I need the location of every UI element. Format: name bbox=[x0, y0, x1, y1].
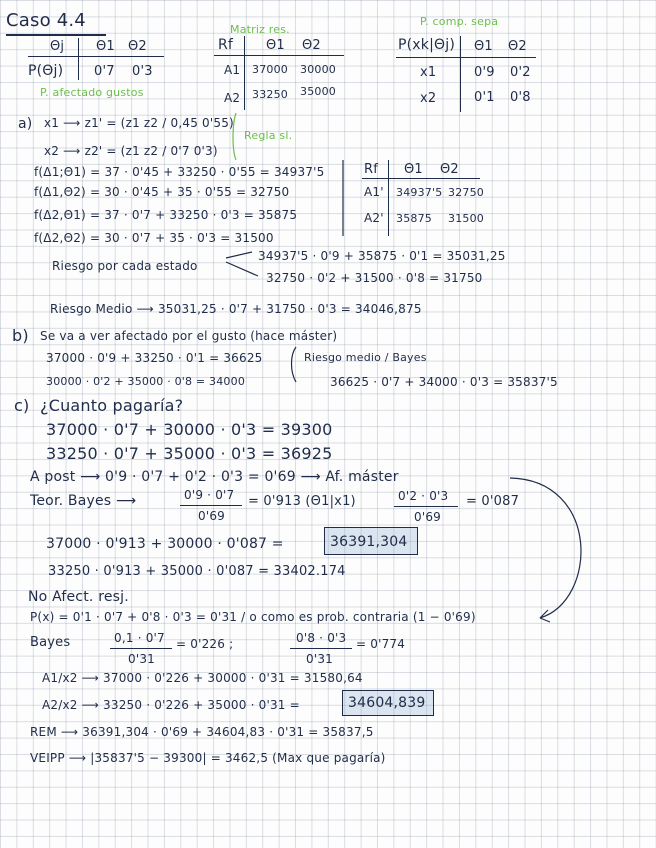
table1-vline bbox=[78, 38, 79, 80]
rtable-vline bbox=[388, 160, 389, 236]
riesgo-line-2: 32750 · 0'2 + 31500 · 0'8 = 31750 bbox=[266, 271, 483, 285]
f-line-4: f(Δ2,Θ2) = 30 · 0'7 + 35 · 0'3 = 31500 bbox=[34, 231, 274, 245]
pcomp-header-label: P(xk|Θj) bbox=[398, 37, 455, 53]
part-a-x2: x2 ⟶ z2' = (z1 z2 / 0'7 0'3) bbox=[44, 144, 218, 158]
matrix-row1-theta1: 37000 bbox=[252, 63, 288, 76]
rtable-header-rf: Rf bbox=[364, 162, 379, 177]
part-c-line-2: 33250 · 0'7 + 35000 · 0'3 = 36925 bbox=[46, 444, 333, 463]
matrix-row1-label: A1 bbox=[224, 63, 241, 77]
frac1-bar bbox=[180, 505, 242, 506]
pcomp-header-theta1: Θ1 bbox=[474, 39, 493, 54]
pcomp-header-theta2: Θ2 bbox=[508, 39, 527, 54]
loop-arrow-head bbox=[540, 610, 550, 622]
posterior-line-1: 37000 · 0'913 + 30000 · 0'087 = bbox=[46, 536, 284, 552]
a1-x2-line: A1/x2 ⟶ 37000 · 0'226 + 30000 · 0'31 = 31580,64 bbox=[42, 671, 363, 685]
part-b-brace bbox=[292, 347, 297, 382]
part-b-line-1: 37000 · 0'9 + 33250 · 0'1 = 36625 bbox=[46, 351, 263, 365]
pcomp-hline bbox=[396, 57, 536, 58]
table1-header-theta1: Θ1 bbox=[96, 39, 115, 54]
table1-row-label: P(Θj) bbox=[28, 63, 64, 79]
frac2-denominator: 0'69 bbox=[414, 510, 442, 524]
frac2-bar bbox=[394, 506, 458, 507]
matrix-row2-theta1: 33250 bbox=[252, 88, 288, 101]
rem-line: REM ⟶ 36391,304 · 0'69 + 34604,83 · 0'31 = 35837,5 bbox=[30, 725, 374, 739]
page-title: Caso 4.4 bbox=[6, 10, 86, 31]
table1-hline bbox=[28, 56, 164, 57]
frac4-numerator: 0'8 · 0'3 bbox=[296, 631, 347, 645]
veipp-line: VEIPP ⟶ |35837'5 − 39300| = 3462,5 (Max que pagaría) bbox=[30, 751, 386, 765]
part-b-question: Se va a ver afectado por el gusto (hace máster) bbox=[40, 329, 338, 343]
riesgo-medio-bayes-label: Riesgo medio / Bayes bbox=[304, 351, 427, 364]
afectado-note: P. afectado gustos bbox=[40, 86, 144, 99]
f-line-1: f(Δ1;Θ1) = 37 · 0'45 + 33250 · 0'55 = 34937'5 bbox=[34, 165, 325, 179]
no-afect-label: No Afect. resj. bbox=[28, 589, 129, 605]
pcomp-row1-theta1: 0'9 bbox=[474, 65, 495, 80]
f-line-2: f(Δ1,Θ2) = 30 · 0'45 + 35 · 0'55 = 32750 bbox=[34, 185, 290, 199]
pcomp-row2-theta2: 0'8 bbox=[510, 90, 531, 105]
pcomp-vline bbox=[460, 36, 461, 112]
part-b-label: b) bbox=[12, 326, 29, 345]
rtable-row2-theta2: 31500 bbox=[448, 212, 484, 225]
pcomp-row1-label: x1 bbox=[420, 65, 437, 80]
pcomp-row2-theta1: 0'1 bbox=[474, 90, 495, 105]
a2-x2-line: A2/x2 ⟶ 33250 · 0'226 + 35000 · 0'31 = bbox=[42, 698, 300, 712]
rtable-row1-theta2: 32750 bbox=[448, 186, 484, 199]
matrix-header-theta2: Θ2 bbox=[302, 38, 321, 53]
part-a-label: a) bbox=[18, 116, 33, 132]
matrix-row2-label: A2 bbox=[224, 91, 241, 105]
frac1-result: = 0'913 (Θ1|x1) bbox=[248, 494, 356, 509]
pcomp-row2-label: x2 bbox=[420, 91, 437, 106]
table1-header-theta2: Θ2 bbox=[128, 39, 147, 54]
posterior-line-2: 33250 · 0'913 + 35000 · 0'087 = 33402.174 bbox=[48, 564, 346, 579]
frac2-numerator: 0'2 · 0'3 bbox=[398, 489, 449, 503]
part-a-x1: x1 ⟶ z1' = (z1 z2 / 0,45 0'55) bbox=[44, 116, 234, 130]
frac4-bar bbox=[290, 648, 352, 649]
frac4-denominator: 0'31 bbox=[306, 652, 334, 666]
table1-value-theta2: 0'3 bbox=[132, 64, 153, 79]
matrix-row1-theta2: 30000 bbox=[300, 63, 336, 76]
matrix-header-rf: Rf bbox=[218, 37, 234, 53]
f-line-3: f(Δ2,Θ1) = 37 · 0'7 + 33250 · 0'3 = 35875 bbox=[34, 208, 298, 222]
a2-x2-result: 34604,839 bbox=[348, 695, 426, 711]
part-c-question: ¿Cuanto pagaría? bbox=[40, 396, 184, 415]
riesgo-medio: Riesgo Medio ⟶ 35031,25 · 0'7 + 31750 · 0'3 = 34046,875 bbox=[50, 302, 422, 316]
riesgo-line-1: 34937'5 · 0'9 + 35875 · 0'1 = 35031,25 bbox=[258, 249, 506, 263]
frac3-numerator: 0,1 · 0'7 bbox=[114, 631, 165, 645]
matrix-row2-theta2: 35000 bbox=[300, 85, 336, 98]
rtable-header-theta1: Θ1 bbox=[404, 162, 423, 177]
part-b-bayes-value: 36625 · 0'7 + 34000 · 0'3 = 35837'5 bbox=[330, 375, 558, 389]
rtable-hline bbox=[362, 178, 480, 179]
matrix-caption: Matriz res. bbox=[230, 23, 290, 36]
matrix-hline bbox=[214, 55, 344, 56]
regla-note: Regla sl. bbox=[244, 129, 293, 142]
rtable-row2-theta1: 35875 bbox=[396, 212, 432, 225]
teor-bayes-label: Teor. Bayes ⟶ bbox=[30, 493, 137, 509]
frac3-result: = 0'226 ; bbox=[176, 637, 234, 651]
riesgo-label: Riesgo por cada estado bbox=[52, 259, 198, 273]
pcomp-caption: P. comp. sepa bbox=[420, 15, 499, 28]
p-x-line: P(x) = 0'1 · 0'7 + 0'8 · 0'3 = 0'31 / o como es prob. contraria (1 − 0'69) bbox=[30, 610, 476, 624]
frac2-result: = 0'087 bbox=[466, 494, 520, 509]
frac3-bar bbox=[110, 648, 172, 649]
posterior-result-1: 36391,304 bbox=[330, 534, 408, 550]
table1-value-theta1: 0'7 bbox=[94, 64, 115, 79]
part-b-line-2: 30000 · 0'2 + 35000 · 0'8 = 34000 bbox=[46, 375, 246, 388]
frac3-denominator: 0'31 bbox=[128, 652, 156, 666]
matrix-vline bbox=[244, 36, 245, 110]
riesgo-arrow-up bbox=[226, 252, 252, 258]
part-c-label: c) bbox=[14, 396, 30, 415]
frac1-denominator: 0'69 bbox=[198, 509, 226, 523]
riesgo-arrow-down bbox=[226, 262, 258, 276]
loop-arrow bbox=[510, 478, 581, 618]
a-posteriori-line: A post ⟶ 0'9 · 0'7 + 0'2 · 0'3 = 0'69 ⟶ Af. máster bbox=[30, 469, 399, 485]
matrix-header-theta1: Θ1 bbox=[266, 38, 285, 53]
rtable-row1-theta1: 34937'5 bbox=[396, 186, 443, 199]
rtable-header-theta2: Θ2 bbox=[440, 162, 459, 177]
frac4-result: = 0'774 bbox=[356, 637, 406, 651]
table1-header-theta-j: Θj bbox=[50, 39, 65, 54]
rtable-row1-label: A1' bbox=[364, 185, 384, 199]
pcomp-row1-theta2: 0'2 bbox=[510, 65, 531, 80]
bayes2-label: Bayes bbox=[30, 635, 71, 650]
part-c-line-1: 37000 · 0'7 + 30000 · 0'3 = 39300 bbox=[46, 420, 333, 439]
rtable-row2-label: A2' bbox=[364, 211, 384, 225]
frac1-numerator: 0'9 · 0'7 bbox=[184, 488, 235, 502]
title-underline bbox=[6, 34, 106, 36]
